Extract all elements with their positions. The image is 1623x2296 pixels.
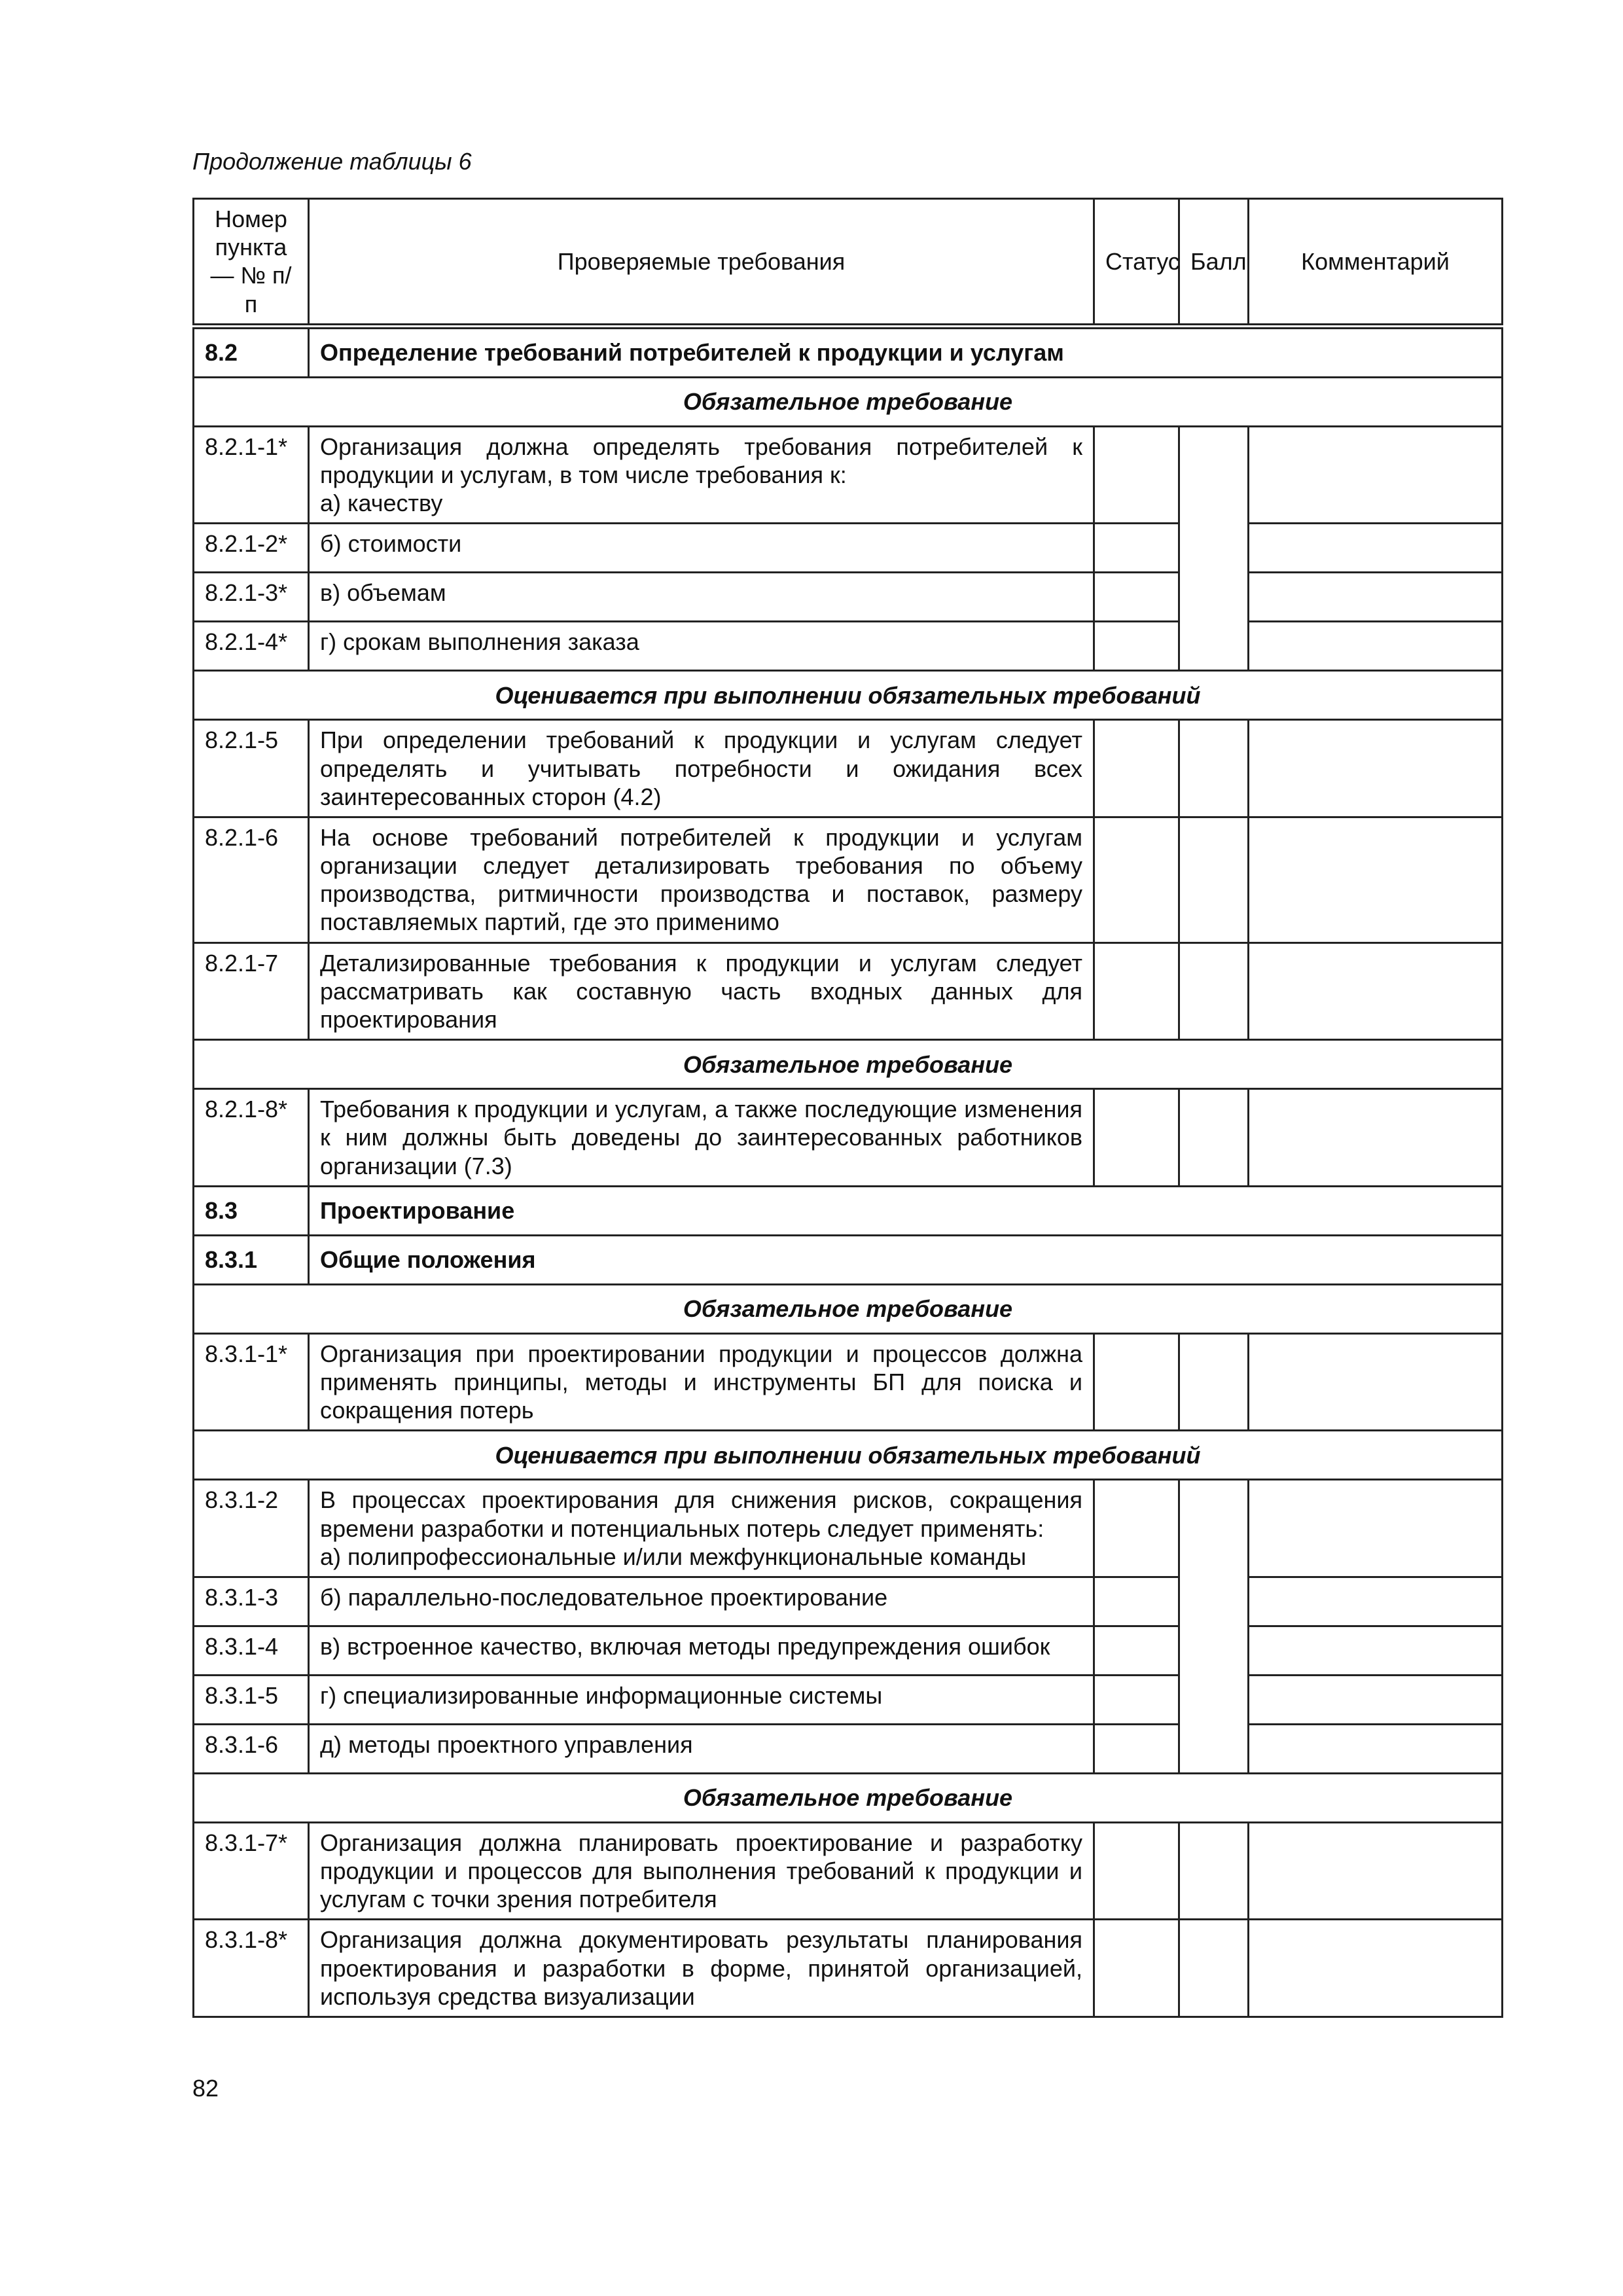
- requirement-number: 8.2.1-4*: [194, 622, 309, 671]
- status-cell[interactable]: [1094, 426, 1179, 524]
- requirement-line: Организация должна планировать проектирование и разработку продукции и процессов для выполнения требований к продукции и услугам с точки зрения потребителя: [320, 1829, 1082, 1913]
- requirement-row: [194, 817, 1503, 942]
- comment-cell[interactable]: [1249, 426, 1503, 524]
- requirement-text: [309, 1920, 1094, 2017]
- comment-cell[interactable]: [1249, 1626, 1503, 1675]
- requirement-line: г) специализированные информационные системы: [320, 1681, 883, 1709]
- status-cell[interactable]: [1094, 1577, 1179, 1626]
- requirement-number: 8.2.1-7: [194, 942, 309, 1040]
- requirement-text: [309, 1480, 1094, 1577]
- requirement-number: 8.2.1-2*: [194, 524, 309, 573]
- requirement-text: [309, 1577, 1094, 1626]
- requirement-text: [309, 817, 1094, 942]
- requirement-number: 8.3.1-6: [194, 1724, 309, 1773]
- requirement-line: В процессах проектирования для снижения рисков, сокращения времени разработки и потенциальных потерь следует применять:: [320, 1486, 1082, 1542]
- condition-row: [194, 377, 1503, 426]
- status-cell[interactable]: [1094, 524, 1179, 573]
- status-cell[interactable]: [1094, 573, 1179, 622]
- score-cell[interactable]: [1179, 1333, 1249, 1431]
- requirement-line: На основе требований потребителей к продукции и услугам организации следует детализировать требования по объему производства, ритмичности производства и поставок, размеру поставляемых партий, где это применимо: [320, 823, 1082, 936]
- requirement-line: д) методы проектного управления: [320, 1731, 693, 1758]
- header-comment: Комментарий: [1249, 199, 1503, 327]
- comment-cell[interactable]: [1249, 1822, 1503, 1920]
- score-cell[interactable]: [1179, 1480, 1249, 1774]
- section-number: 8.2: [194, 326, 309, 377]
- status-cell[interactable]: [1094, 1089, 1179, 1187]
- requirement-line: Организация при проектировании продукции и процессов должна применять принципы, методы и инструменты БП для поиска и сокращения потерь: [320, 1340, 1082, 1424]
- section-title: Определение требований потребителей к продукции и услугам: [309, 326, 1503, 377]
- status-cell[interactable]: [1094, 1626, 1179, 1675]
- comment-cell[interactable]: [1249, 720, 1503, 817]
- requirement-number: 8.2.1-8*: [194, 1089, 309, 1187]
- requirement-line: в) встроенное качество, включая методы предупреждения ошибок: [320, 1632, 1050, 1660]
- requirement-row: [194, 1920, 1503, 2017]
- section-row: [194, 1186, 1503, 1235]
- comment-cell[interactable]: [1249, 1333, 1503, 1431]
- condition-label: Обязательное требование: [194, 1773, 1503, 1822]
- requirement-row: [194, 1822, 1503, 1920]
- requirement-row: [194, 573, 1503, 622]
- requirement-text: [309, 622, 1094, 671]
- comment-cell[interactable]: [1249, 1480, 1503, 1577]
- comment-cell[interactable]: [1249, 1675, 1503, 1724]
- requirement-row: [194, 1675, 1503, 1724]
- comment-cell[interactable]: [1249, 942, 1503, 1040]
- condition-label: Обязательное требование: [194, 1284, 1503, 1333]
- header-score: Балл: [1179, 199, 1249, 327]
- requirement-text: [309, 1333, 1094, 1431]
- comment-cell[interactable]: [1249, 817, 1503, 942]
- section-title: Проектирование: [309, 1186, 1503, 1235]
- condition-row: [194, 671, 1503, 720]
- score-cell[interactable]: [1179, 1089, 1249, 1187]
- status-cell[interactable]: [1094, 1822, 1179, 1920]
- requirement-number: 8.3.1-5: [194, 1675, 309, 1724]
- comment-cell[interactable]: [1249, 1724, 1503, 1773]
- requirement-text: [309, 942, 1094, 1040]
- requirement-line: б) параллельно-последовательное проектирование: [320, 1583, 888, 1611]
- status-cell[interactable]: [1094, 720, 1179, 817]
- requirement-line: в) объемам: [320, 579, 446, 607]
- comment-cell[interactable]: [1249, 1920, 1503, 2017]
- condition-row: [194, 1773, 1503, 1822]
- requirement-text: [309, 720, 1094, 817]
- status-cell[interactable]: [1094, 1724, 1179, 1773]
- requirement-row: [194, 720, 1503, 817]
- condition-label: Оценивается при выполнении обязательных требований: [194, 1431, 1503, 1480]
- header-number: Номер пункта — № п/п: [194, 199, 309, 327]
- status-cell[interactable]: [1094, 622, 1179, 671]
- requirement-number: 8.2.1-5: [194, 720, 309, 817]
- section-row: [194, 1235, 1503, 1284]
- requirement-text: [309, 1675, 1094, 1724]
- requirement-text: [309, 1089, 1094, 1187]
- requirement-number: 8.2.1-6: [194, 817, 309, 942]
- requirement-row: [194, 1724, 1503, 1773]
- requirement-row: [194, 1089, 1503, 1187]
- requirement-row: [194, 942, 1503, 1040]
- requirement-number: 8.3.1-7*: [194, 1822, 309, 1920]
- requirement-number: 8.3.1-8*: [194, 1920, 309, 2017]
- section-number: 8.3: [194, 1186, 309, 1235]
- requirement-text: [309, 1724, 1094, 1773]
- comment-cell[interactable]: [1249, 524, 1503, 573]
- status-cell[interactable]: [1094, 942, 1179, 1040]
- comment-cell[interactable]: [1249, 1577, 1503, 1626]
- requirement-number: 8.3.1-4: [194, 1626, 309, 1675]
- requirement-line: а) качеству: [320, 490, 443, 517]
- requirement-row: [194, 1333, 1503, 1431]
- section-title: Общие положения: [309, 1235, 1503, 1284]
- requirement-row: [194, 622, 1503, 671]
- condition-row: [194, 1431, 1503, 1480]
- condition-label: Обязательное требование: [194, 377, 1503, 426]
- requirement-row: [194, 1626, 1503, 1675]
- header-status: Статус: [1094, 199, 1179, 327]
- condition-row: [194, 1284, 1503, 1333]
- requirement-text: [309, 1822, 1094, 1920]
- score-cell[interactable]: [1179, 1822, 1249, 1920]
- requirement-line: Организация должна документировать результаты планирования проектирования и разработки в форме, принятой организацией, используя средства визуализации: [320, 1926, 1082, 2010]
- requirement-text: [309, 524, 1094, 573]
- score-cell[interactable]: [1179, 720, 1249, 817]
- requirement-number: 8.3.1-3: [194, 1577, 309, 1626]
- requirement-row: [194, 1480, 1503, 1577]
- condition-row: [194, 1040, 1503, 1089]
- requirement-line: Требования к продукции и услугам, а также последующие изменения к ним должны быть доведены до заинтересованных работников организации (7.3): [320, 1096, 1082, 1179]
- requirement-row: [194, 524, 1503, 573]
- requirement-line: Детализированные требования к продукции и услугам следует рассматривать как составную часть входных данных для проектирования: [320, 949, 1082, 1033]
- status-cell[interactable]: [1094, 1675, 1179, 1724]
- requirement-number: 8.2.1-1*: [194, 426, 309, 524]
- requirement-line: г) срокам выполнения заказа: [320, 628, 639, 656]
- condition-label: Оценивается при выполнении обязательных требований: [194, 671, 1503, 720]
- condition-label: Обязательное требование: [194, 1040, 1503, 1089]
- requirements-table: [192, 198, 1503, 2018]
- requirement-text: [309, 573, 1094, 622]
- score-cell[interactable]: [1179, 942, 1249, 1040]
- score-cell[interactable]: [1179, 426, 1249, 671]
- page-number: 82: [192, 2075, 219, 2102]
- requirement-line: При определении требований к продукции и услугам следует определять и учитывать потребности и ожидания всех заинтересованных сторон (4.2): [320, 726, 1082, 810]
- requirement-line: б) стоимости: [320, 530, 462, 558]
- table-body: [194, 326, 1503, 2017]
- table-header: [194, 199, 1503, 327]
- requirement-number: 8.3.1-2: [194, 1480, 309, 1577]
- requirement-line: Организация должна определять требования потребителей к продукции и услугам, в том числе требования к:: [320, 433, 1082, 488]
- score-cell[interactable]: [1179, 1920, 1249, 2017]
- status-cell[interactable]: [1094, 1480, 1179, 1577]
- section-row: [194, 326, 1503, 377]
- requirement-text: [309, 1626, 1094, 1675]
- requirement-text: [309, 426, 1094, 524]
- requirement-number: 8.2.1-3*: [194, 573, 309, 622]
- comment-cell[interactable]: [1249, 573, 1503, 622]
- comment-cell[interactable]: [1249, 622, 1503, 671]
- requirement-row: [194, 1577, 1503, 1626]
- status-cell[interactable]: [1094, 1333, 1179, 1431]
- comment-cell[interactable]: [1249, 1089, 1503, 1187]
- status-cell[interactable]: [1094, 1920, 1179, 2017]
- requirement-line: а) полипрофессиональные и/или межфункциональные команды: [320, 1543, 1027, 1570]
- requirement-number: 8.3.1-1*: [194, 1333, 309, 1431]
- score-cell[interactable]: [1179, 817, 1249, 942]
- status-cell[interactable]: [1094, 817, 1179, 942]
- table-caption: Продолжение таблицы 6: [192, 148, 472, 175]
- section-number: 8.3.1: [194, 1235, 309, 1284]
- requirement-row: [194, 426, 1503, 524]
- header-requirements: Проверяемые требования: [309, 199, 1094, 327]
